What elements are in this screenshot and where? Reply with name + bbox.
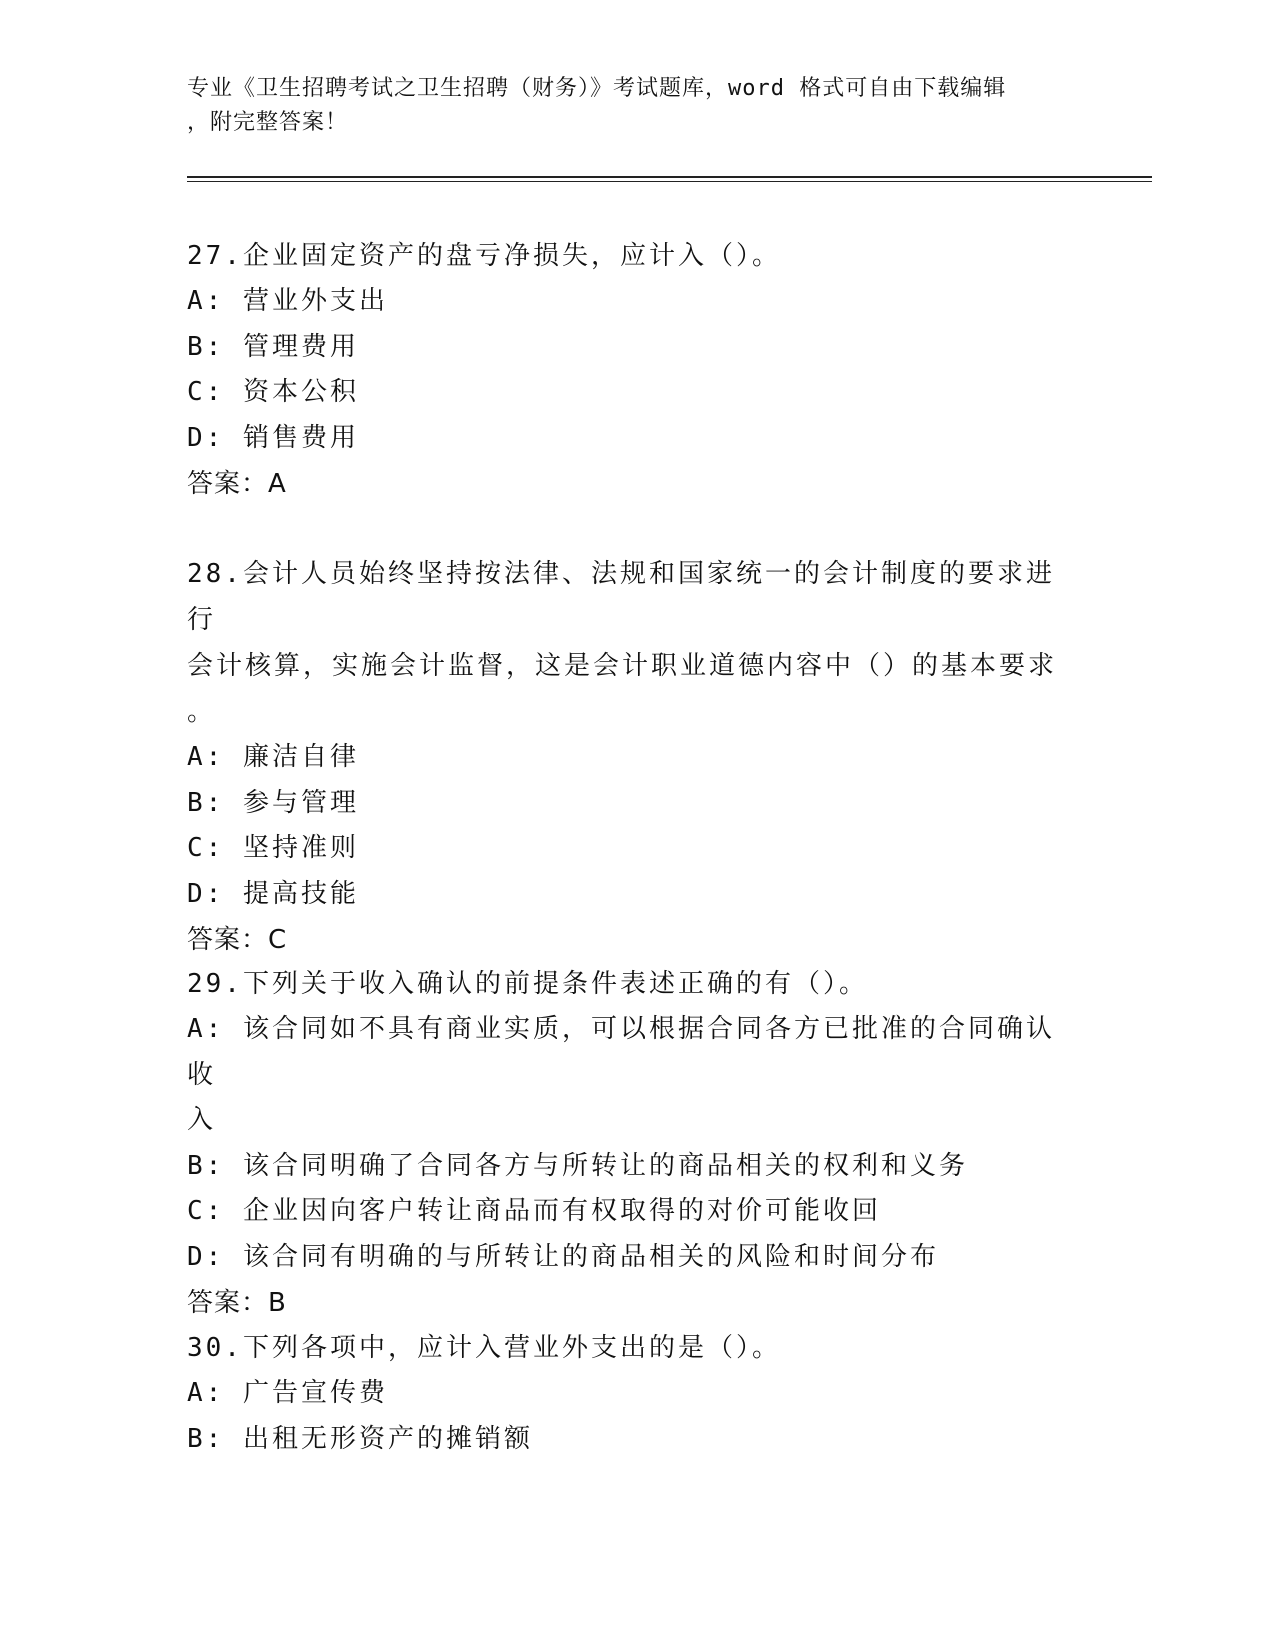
option-d: D: 提高技能 bbox=[187, 878, 359, 909]
option-b: B: 参与管理 bbox=[187, 787, 359, 818]
option-c: C: 资本公积 bbox=[187, 377, 359, 407]
question-stem: 28.会计人员始终坚持按法律、法规和国家统一的会计制度的要求进行 会计核算，实施会计监督，这是会计职业道德内容中（）的基本要求 。 bbox=[187, 559, 1058, 727]
option-d: D: 销售费用 bbox=[187, 422, 359, 453]
answer-line: 答案：B bbox=[187, 1288, 287, 1318]
option-b: B: 该合同明确了合同各方与所转让的商品相关的权利和义务 bbox=[187, 1150, 968, 1181]
option-d: D: 该合同有明确的与所转让的商品相关的风险和时间分布 bbox=[187, 1241, 939, 1272]
option-c: C: 企业因向客户转让商品而有权取得的对价可能收回 bbox=[187, 1196, 881, 1226]
question-stem: 27.企业固定资产的盘亏净损失，应计入（）。 bbox=[187, 241, 781, 271]
question-29 bbox=[187, 961, 1077, 1326]
header-divider-thin bbox=[187, 181, 1152, 182]
option-a: A: 廉洁自律 bbox=[187, 742, 359, 772]
option-b: B: 管理费用 bbox=[187, 331, 359, 362]
question-27 bbox=[187, 233, 1077, 507]
question-stem: 30.下列各项中，应计入营业外支出的是（）。 bbox=[187, 1333, 781, 1363]
question-28 bbox=[187, 551, 1077, 963]
option-b: B: 出租无形资产的摊销额 bbox=[187, 1423, 533, 1454]
answer-line: 答案：A bbox=[187, 469, 287, 499]
option-a: A: 广告宣传费 bbox=[187, 1378, 388, 1408]
document-header: 专业《卫生招聘考试之卫生招聘（财务）》考试题库，word 格式可自由下载编辑 ，附完整答案！ bbox=[187, 76, 1007, 135]
answer-line: 答案：C bbox=[187, 925, 288, 955]
header-divider bbox=[187, 176, 1152, 178]
option-a: A: 营业外支出 bbox=[187, 286, 388, 316]
question-stem: 29.下列关于收入确认的前提条件表述正确的有（）。 bbox=[187, 969, 868, 999]
question-30 bbox=[187, 1325, 1077, 1462]
option-a: A: 该合同如不具有商业实质，可以根据合同各方已批准的合同确认收 入 bbox=[187, 1014, 1055, 1135]
option-c: C: 坚持准则 bbox=[187, 833, 359, 863]
